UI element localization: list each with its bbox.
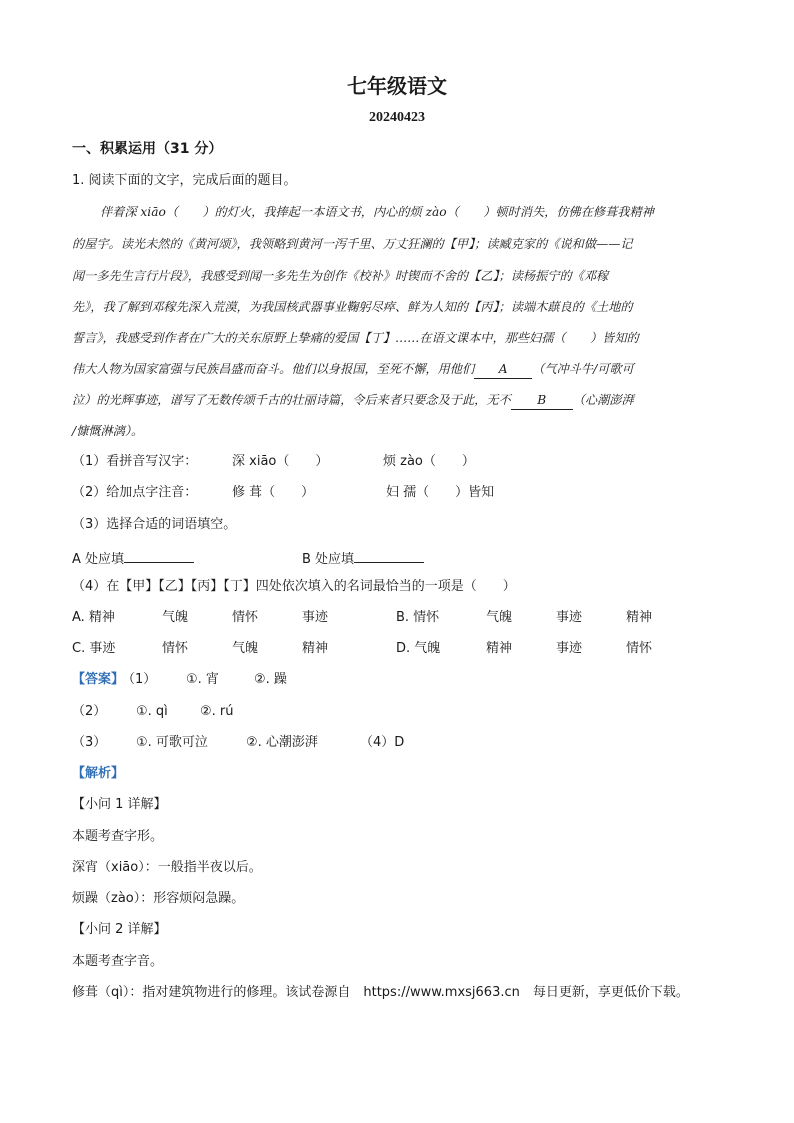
option-c: C. 事迹 <box>72 641 116 656</box>
fill-a-blank <box>124 548 194 563</box>
option-word: 精神 <box>626 610 653 625</box>
answer-item: ②. 躁 <box>254 672 287 687</box>
passage-line <box>72 391 634 410</box>
detail-text: 深宵（xiāo）：一般指半夜以后。 <box>72 860 262 875</box>
analysis-tag: 【解析】 <box>72 766 125 781</box>
detail-text: 本题考查字形。 <box>72 829 164 844</box>
detail-text: 修葺（qì）：指对建筑物进行的修理。该试卷源自 https://www.mxsj663.cn 每日更新，享更低价下载。 <box>72 985 689 1000</box>
blank-a: A <box>474 360 532 379</box>
answer-item: ②. rú <box>200 704 234 719</box>
blank-b: B <box>511 391 573 410</box>
answer-label: （3） <box>72 735 107 750</box>
detail-heading: 【小问 2 详解】 <box>72 922 167 937</box>
answer-label: （1） <box>122 672 157 687</box>
section-heading: 一、积累运用（31 分） <box>72 141 223 157</box>
exam-date: 20240423 <box>369 110 425 125</box>
sub-question-item: 修 葺（ ） <box>232 485 315 500</box>
fill-b-label: B 处应填 <box>302 552 355 567</box>
option-word: 气魄 <box>162 610 189 625</box>
sub-question-item: 妇 孺（ ）皆知 <box>386 485 495 500</box>
passage-text: （心潮澎湃 <box>572 393 634 407</box>
option-word: 气魄 <box>486 610 513 625</box>
fill-a <box>72 548 194 569</box>
passage-line <box>72 360 634 379</box>
passage-text: （气冲斗牛/可歌可 <box>532 362 634 376</box>
fill-b-blank <box>354 548 424 563</box>
option-word: 事迹 <box>302 610 329 625</box>
detail-text: 本题考查字音。 <box>72 954 164 969</box>
page-title: 七年级语文 <box>347 74 447 98</box>
option-word: 情怀 <box>162 641 189 656</box>
sub-question-item: 烦 zào（ ） <box>383 454 475 469</box>
sub-question-label: （1）看拼音写汉字： <box>72 454 198 469</box>
passage-line: 先》，我了解到邓稼先深入荒漠，为我国核武器事业鞠躬尽瘁、鲜为人知的【丙】；读端木蕻良的《土地的 <box>72 300 633 314</box>
option-b: B. 情怀 <box>396 610 440 625</box>
answer-label: （2） <box>72 704 107 719</box>
answer-item: ①. 可歌可泣 <box>136 735 208 750</box>
sub-question-label: （4）在【甲】【乙】【丙】【丁】四处依次填入的名词最恰当的一项是（ ） <box>72 579 516 594</box>
question-intro: 1. 阅读下面的文字，完成后面的题目。 <box>72 173 297 188</box>
answer-item: ②. 心潮澎湃 <box>246 735 318 750</box>
option-word: 事迹 <box>556 641 583 656</box>
passage-text: 伟大人物为国家富强与民族昌盛而奋斗。他们以身报国，至死不懈，用他们 <box>72 362 475 376</box>
option-d: D. 气魄 <box>396 641 441 656</box>
passage-line: /慷慨淋漓）。 <box>72 424 144 438</box>
option-word: 精神 <box>486 641 513 656</box>
passage-line: 伴着深 xiāo（ ）的灯火，我捧起一本语文书，内心的烦 zào（ ）顿时消失，仿佛在修葺我精神 <box>100 205 654 219</box>
fill-a-label: A 处应填 <box>72 552 125 567</box>
option-word: 气魄 <box>232 641 259 656</box>
answer-item: （4）D <box>360 735 405 750</box>
sub-question-label: （2）给加点字注音： <box>72 485 198 500</box>
passage-line: 的屋宇。读光未然的《黄河颂》，我领略到黄河一泻千里、万丈狂澜的【甲】；读臧克家的《说和做——记 <box>72 237 633 251</box>
passage-line: 誓言》，我感受到作者在广大的关东原野上挚痛的爱国【丁】……在语文课本中，那些妇孺（ ）皆知的 <box>72 331 639 345</box>
passage-line: 闻一多先生言行片段》，我感受到闻一多先生为创作《校补》时锲而不舍的【乙】；读杨振宁的《邓稼 <box>72 269 609 283</box>
detail-text: 烦躁（zào）：形容烦闷急躁。 <box>72 891 245 906</box>
sub-question-label: （3）选择合适的词语填空。 <box>72 517 237 532</box>
option-word: 情怀 <box>232 610 259 625</box>
option-word: 事迹 <box>556 610 583 625</box>
answer-item: ①. qì <box>136 704 168 719</box>
passage-text: 泣）的光辉事迹，谱写了无数传颂千古的壮丽诗篇，令后来者只要念及于此，无不 <box>72 393 511 407</box>
sub-question-item: 深 xiāo（ ） <box>232 454 329 469</box>
option-word: 情怀 <box>626 641 653 656</box>
answer-tag: 【答案】 <box>72 672 125 687</box>
answer-item: ①. 宵 <box>186 672 219 687</box>
detail-heading: 【小问 1 详解】 <box>72 797 167 812</box>
fill-b <box>302 548 424 569</box>
option-word: 精神 <box>302 641 329 656</box>
option-a: A. 精神 <box>72 610 115 625</box>
